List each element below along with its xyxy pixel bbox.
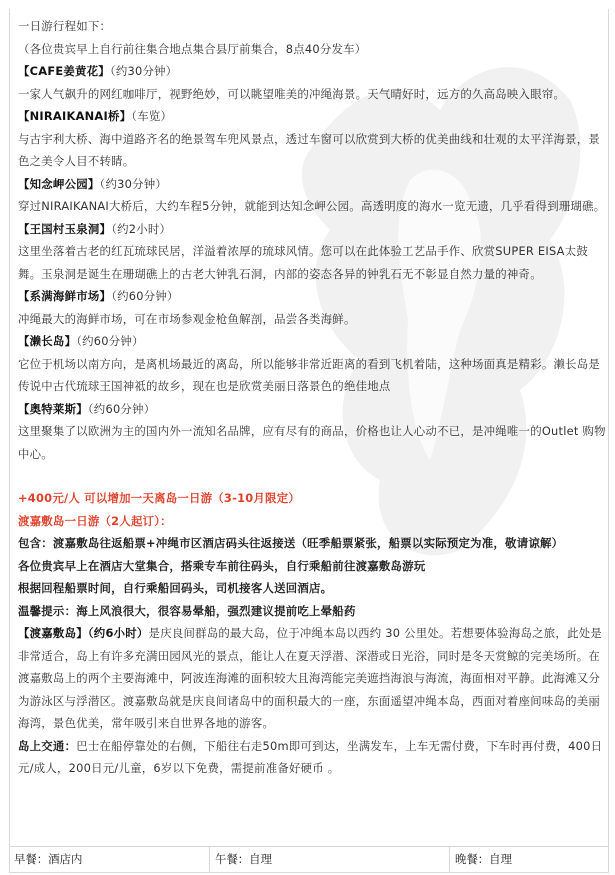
spot-description: 它位于机场以南方向，是离机场最近的离岛，所以能够非常近距离的看到飞机着陆，这种场面真是精彩。濑长岛是传说中古代琉球王国神祗的故乡，现在也是欣赏美丽日落景色的绝佳地点 (18, 356, 601, 393)
itinerary-content (18, 15, 606, 780)
spot-description: 穿过NIRAIKANAI大桥后，大约车程5分钟，就能到达知念岬公园。高透明度的海水一览无遗，几乎看得到珊瑚礁。 (18, 199, 606, 213)
intro-note: （各位贵宾早上自行前往集合地点集合县厅前集合，8点40分发车） (18, 41, 367, 56)
spot-list (18, 60, 606, 465)
transport-desc: 巴士在船停靠处的右侧，下船往右走50m即可到达，坐满发车，上车无需付费，下车时再付费，400日元/成人，200日元/儿童，6岁以下免费，需提前准备好硬币 。 (18, 738, 603, 775)
spot-name: 【奥特莱斯】 (18, 401, 88, 416)
addon-price-line: +400元/人 可以增加一天离岛一日游（3-10月限定） (18, 491, 300, 505)
spot-description: 一家人气飙升的网红咖啡厅，视野绝妙，可以眺望唯美的冲绳海景。天气晴好时，远方的久高岛映入眼帘。 (18, 86, 566, 101)
transport-label: 岛上交通： (18, 738, 77, 753)
meals-row (9, 846, 609, 873)
spot-name: 【NIRAIKANAI桥】 (18, 109, 132, 123)
addon-return: 根据回程船票时间，自行乘船回码头，司机接客人送回酒店。 (18, 581, 333, 595)
meal-breakfast: 早餐：酒店内 (14, 852, 83, 866)
spot-heading (18, 173, 606, 196)
island-time: （约6小时） (87, 626, 149, 640)
intro-heading: 一日游行程如下： (18, 19, 112, 33)
addon-meet: 各位贵宾早上在酒店大堂集合，搭乘专车前往码头，自行乘船前往渡嘉敷岛游玩 (18, 558, 426, 573)
meal-dinner: 晚餐：自理 (449, 847, 607, 872)
spot-description: 这里坐落着古老的红瓦琉球民居，洋溢着浓厚的琉球风情。您可以在此体验工艺品手作、欣赏SUPER EISA太鼓舞。玉泉洞是诞生在珊瑚礁上的古老大钟乳石洞，内部的姿态各异的钟乳石无不彰显自然力量的神奇。 (18, 244, 589, 281)
addon-tip: 温馨提示：海上风浪很大，很容易晕船，强烈建议提前吃上晕船药 (18, 603, 356, 618)
island-name: 【渡嘉敷岛】 (18, 626, 88, 640)
spot-name: 【濑长岛】 (18, 334, 77, 348)
spot-heading (18, 285, 606, 308)
spot-duration: （约30分钟） (109, 64, 178, 78)
spot-description: 这里聚集了以欧洲为主的国内外一流知名品牌，应有尽有的商品，价格也让人心动不已，是冲绳唯一的Outlet 购物中心。 (18, 424, 606, 461)
spot-duration: （约30分钟） (99, 176, 167, 191)
spot-heading (18, 330, 606, 353)
spot-description: 与古宇利大桥、海中道路齐名的绝景驾车兜风景点，透过车窗可以欣赏到大桥的优美曲线和壮观的太平洋海景，景色之美令人目不转睛。 (18, 131, 601, 168)
spot-duration: （约60分钟） (87, 401, 156, 416)
spot-description: 冲绳最大的海鲜市场，可在市场参观金枪鱼解剖，品尝各类海鲜。 (18, 311, 356, 326)
spacer (18, 465, 606, 487)
spot-heading (18, 218, 606, 241)
spot-name: 【知念岬公园】 (18, 176, 100, 191)
meal-lunch: 午餐：自理 (209, 847, 449, 872)
spot-name: 【王国村玉泉洞】 (18, 221, 112, 236)
spot-heading (18, 398, 606, 421)
island-paragraph (18, 622, 606, 735)
addon-includes: 包含：渡嘉敷岛往返船票+冲绳市区酒店码头往返接送（旺季船票紧张，船票以实际预定为准，敬请谅解） (18, 536, 564, 550)
spot-heading (18, 105, 606, 128)
spot-heading (18, 60, 606, 83)
transport-paragraph (18, 735, 606, 780)
island-desc: 是庆良间群岛的最大岛，位于冲绳本岛以西约 30 公里处。若想要体验海岛之旅，此处是非常适合，岛上有许多充满田园风光的景点，能让人在夏天浮潜、深潜或日光浴，同时是冬天赏鲸的完美场所。在渡嘉敷岛上的两个主要海滩中，阿波连海滩的面积较大且海湾能完美遮挡海浪与海流，海面相对平静。此海滩又分为游泳区与浮潜区。渡嘉敷岛就是庆良间诸岛中的面积最大的一座，东面遥望冲绳本岛，西面对着座间味岛的美丽海湾，景色优美，常年吸引来自世界各地的游客。 (18, 626, 602, 730)
spot-duration: （约60分钟） (76, 334, 144, 348)
addon-tour-title: 渡嘉敷岛一日游（2人起订）： (18, 513, 172, 528)
spot-name: 【系满海鲜市场】 (18, 289, 112, 303)
spot-duration: （约60分钟） (111, 289, 179, 303)
spot-name: 【CAFE姜黄花】 (18, 64, 110, 78)
spot-duration: （车览） (131, 109, 173, 123)
spot-duration: （约2小时） (111, 221, 172, 236)
